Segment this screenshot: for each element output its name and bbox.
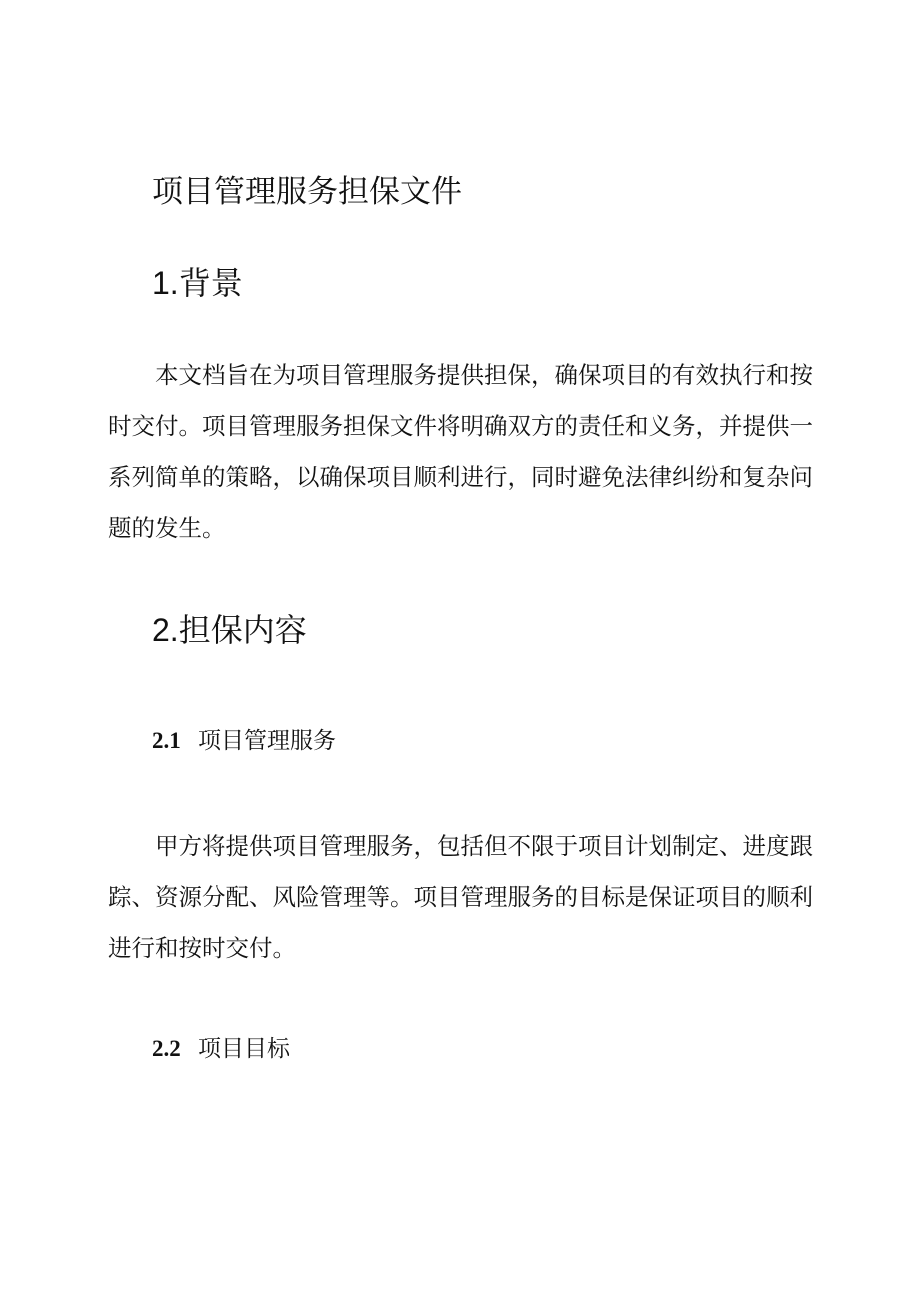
subsection-number: 2.2 — [152, 1036, 181, 1061]
section-number: 1. — [152, 265, 179, 301]
section-heading-background — [152, 259, 243, 307]
subsection-title: 项目目标 — [198, 1036, 290, 1062]
section-number: 2. — [152, 612, 179, 648]
subsection-title: 项目管理服务 — [198, 728, 336, 754]
background-paragraph: 本文档旨在为项目管理服务提供担保，确保项目的有效执行和按时交付。项目管理服务担保文件将明确双方的责任和义务，并提供一系列简单的策略，以确保项目顺利进行，同时避免法律纠纷和复杂问题的发生。 — [108, 361, 813, 542]
section-title: 担保内容 — [178, 611, 307, 649]
document-title: 项目管理服务担保文件 — [152, 174, 462, 210]
project-management-service-paragraph: 甲方将提供项目管理服务，包括但不限于项目计划制定、进度跟踪、资源分配、风险管理等。项目管理服务的目标是保证项目的顺利进行和按时交付。 — [108, 832, 813, 962]
section-heading-guarantee-content — [152, 606, 307, 654]
subsection-heading-project-management-service — [152, 723, 336, 759]
subsection-heading-project-goals — [152, 1031, 290, 1067]
subsection-number: 2.1 — [152, 728, 181, 753]
section-title: 背景 — [178, 264, 243, 302]
